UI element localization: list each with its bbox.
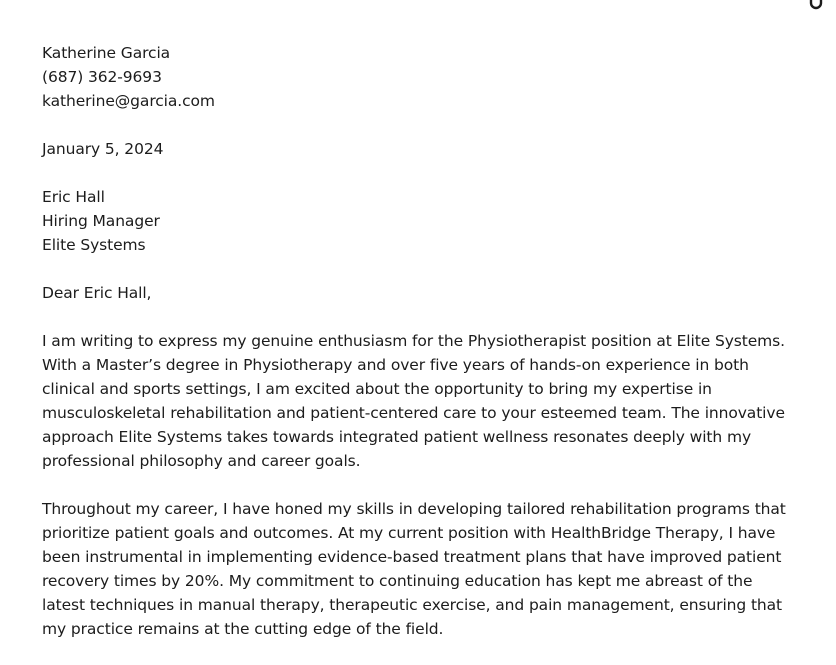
date-block bbox=[42, 137, 802, 161]
salutation-block bbox=[42, 281, 802, 305]
recipient-name: Eric Hall bbox=[42, 188, 105, 206]
body-paragraph-2: Throughout my career, I have honed my skills in developing tailored rehabilitation programs that prioritize patient goals and outcomes. At my current position with HealthBridge Therapy, I have been instrumental in implementing evidence-based treatment plans that have improved patient recovery times by 20%. My commitment to continuing education has kept me abreast of the latest techniques in manual therapy, therapeutic exercise, and pain management, ensuring that my practice remains at the cutting edge of the field. bbox=[42, 500, 786, 638]
recipient-company: Elite Systems bbox=[42, 236, 146, 254]
sender-name: Katherine Garcia bbox=[42, 44, 171, 62]
letter-date: January 5, 2024 bbox=[42, 140, 164, 158]
sender-block bbox=[42, 41, 802, 113]
cover-letter bbox=[42, 41, 802, 665]
sender-phone: (687) 362-9693 bbox=[42, 68, 162, 86]
salutation: Dear Eric Hall, bbox=[42, 284, 152, 302]
recipient-title: Hiring Manager bbox=[42, 212, 160, 230]
partial-glyph-icon bbox=[808, 0, 824, 12]
sender-email: katherine@garcia.com bbox=[42, 92, 215, 110]
recipient-block bbox=[42, 185, 802, 257]
body-paragraph-1: I am writing to express my genuine enthusiasm for the Physiotherapist position at Elite Systems. With a Master’s degree in Physiotherapy and over five years of hands-on experience in both clinical and sports settings, I am excited about the opportunity to bring my expertise in musculoskeletal rehabilitation and patient-centered care to your esteemed team. The innovative approach Elite Systems takes towards integrated patient wellness resonates deeply with my professional philosophy and career goals. bbox=[42, 332, 785, 470]
